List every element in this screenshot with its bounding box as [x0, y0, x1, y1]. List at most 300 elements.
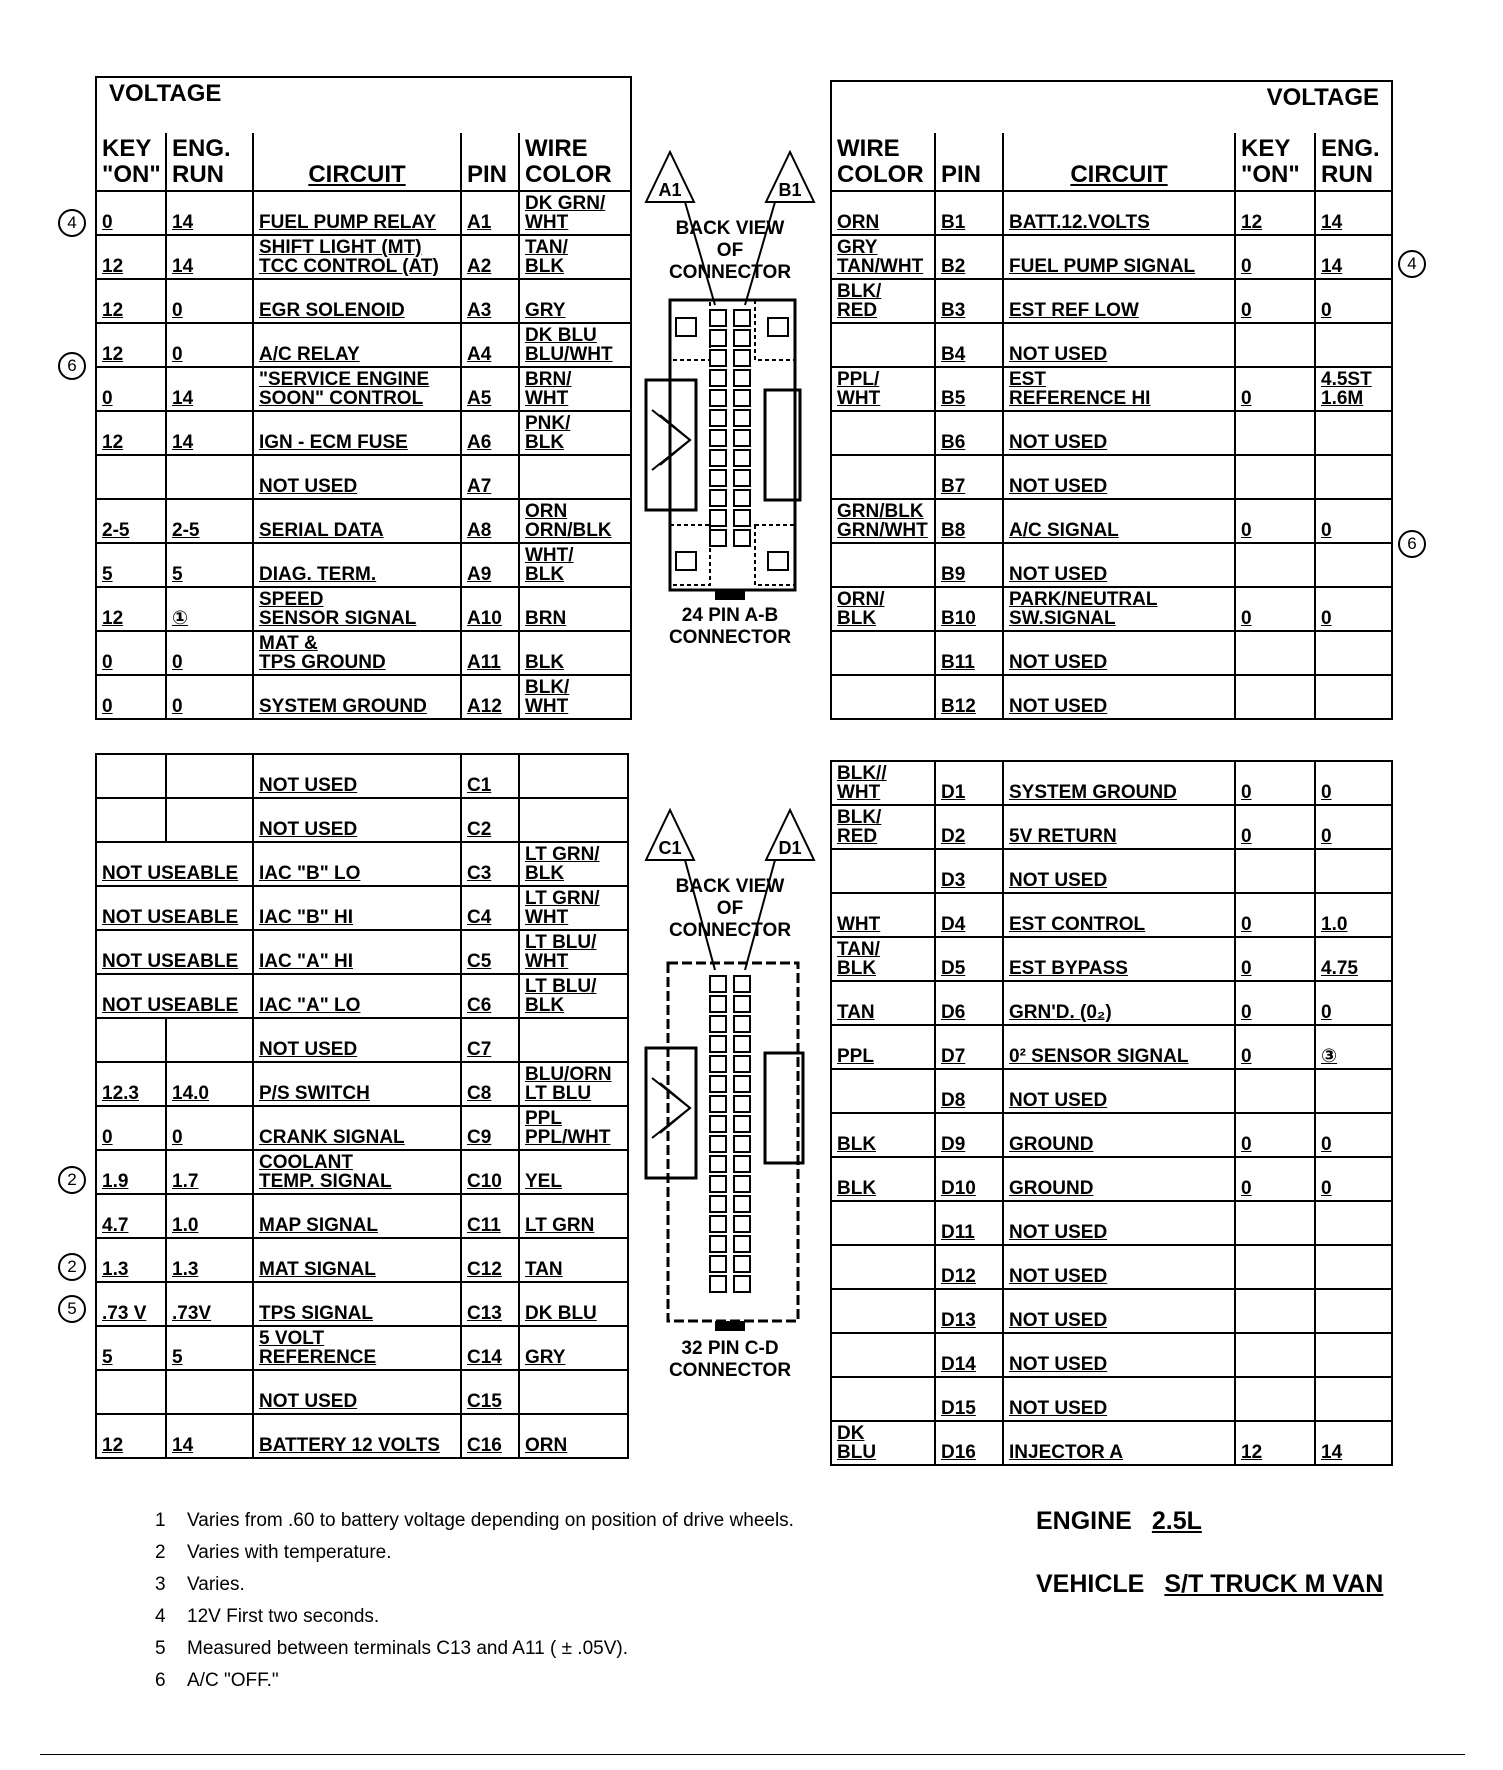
wire-color	[519, 499, 631, 543]
wire-color	[519, 1414, 628, 1458]
connector-pin	[710, 310, 726, 326]
connector-pin	[734, 430, 750, 446]
footnote-text: 12V First two seconds.	[187, 1606, 380, 1627]
wire-color-text: BLU/ORN LT BLU	[525, 1064, 612, 1104]
wire-color	[831, 1377, 935, 1421]
wire-color	[831, 543, 935, 587]
key-on-value-text: 0	[102, 696, 113, 717]
eng-run-value-text: 14	[172, 212, 194, 233]
key-on-value-text: 0	[1241, 914, 1252, 935]
eng-run-value	[166, 191, 253, 235]
connector-pin	[710, 976, 726, 992]
pin-id-text: D8	[941, 1090, 966, 1111]
pin-id	[935, 235, 1003, 279]
circuit-name-text: SERIAL DATA	[259, 520, 384, 541]
circuit-name	[1003, 805, 1235, 849]
table-row-a4	[96, 323, 631, 367]
pin-id	[461, 930, 519, 974]
wire-color-text: LT GRN	[525, 1215, 595, 1236]
key-on-value-text: NOT USEABLE	[102, 951, 239, 972]
note-marker-6-right: 6	[1398, 530, 1426, 558]
pin-id	[461, 754, 519, 798]
pin-id-text: C3	[467, 863, 492, 884]
eng-run-value-text: .73V	[172, 1303, 212, 1324]
key-on-value-text: 0	[1241, 1002, 1252, 1023]
circuit-name-text: NOT USED	[259, 1039, 358, 1060]
pin-id	[461, 1414, 519, 1458]
eng-run-value	[1315, 1333, 1392, 1377]
key-on-value-text: 0	[1241, 958, 1252, 979]
wire-color-text: LT GRN/ BLK	[525, 844, 600, 884]
pin-id	[935, 587, 1003, 631]
circuit-name	[253, 1194, 461, 1238]
connector-pin	[734, 1056, 750, 1072]
pin-id	[935, 499, 1003, 543]
triangle-b1-label: B1	[778, 180, 802, 200]
pin-id-text: D11	[941, 1222, 975, 1243]
pin-id	[935, 1421, 1003, 1465]
wire-color-text: BRN/ WHT	[525, 369, 572, 409]
key-on-value	[96, 886, 253, 930]
connector-pin	[734, 1156, 750, 1172]
eng-run-value	[166, 1018, 253, 1062]
pin-id	[461, 543, 519, 587]
wire-color	[519, 191, 631, 235]
key-on-value	[96, 842, 253, 886]
table-row-c7	[96, 1018, 628, 1062]
circuit-name	[1003, 235, 1235, 279]
key-on-value	[96, 1062, 166, 1106]
table-a-header-row	[96, 133, 631, 191]
circuit-name	[1003, 323, 1235, 367]
pin-id-text: C13	[467, 1303, 502, 1324]
wire-color-text: LT BLU/ WHT	[525, 932, 597, 972]
circuit-name	[1003, 1113, 1235, 1157]
circuit-header: CIRCUIT	[253, 133, 461, 191]
connector-pin	[734, 470, 750, 486]
pin-id	[935, 411, 1003, 455]
pin-id	[935, 761, 1003, 805]
eng-run-value	[1315, 1157, 1392, 1201]
wire-color-text: DK BLU BLU/WHT	[525, 325, 613, 365]
circuit-name	[1003, 1289, 1235, 1333]
wire-color	[519, 1326, 628, 1370]
pin-id	[461, 675, 519, 719]
circuit-name-text: NOT USED	[259, 819, 358, 840]
key-on-value	[96, 411, 166, 455]
connector-pin	[710, 1016, 726, 1032]
table-row-b4	[831, 323, 1392, 367]
pin-id	[935, 1377, 1003, 1421]
connector-cd-diagram	[640, 808, 820, 1388]
circuit-name	[1003, 981, 1235, 1025]
connector-ab-diagram	[640, 150, 820, 660]
bottom-rule	[40, 1754, 1465, 1755]
key-on-value-text: 0	[1241, 782, 1252, 803]
eng-run-value-text: 14	[1321, 212, 1343, 233]
key-on-value	[1235, 1421, 1315, 1465]
wire-color-text: DK BLU	[837, 1423, 877, 1463]
table-row-c14	[96, 1326, 628, 1370]
key-on-value	[1235, 893, 1315, 937]
note-marker-4-right: 4	[1398, 250, 1426, 278]
eng-run-value	[1315, 279, 1392, 323]
table-row-d2	[831, 805, 1392, 849]
circuit-name	[253, 1282, 461, 1326]
pin-id-text: A12	[467, 696, 502, 717]
key-on-value-text: NOT USEABLE	[102, 995, 239, 1016]
circuit-name-text: NOT USED	[1009, 564, 1108, 585]
footnote-number: 3	[155, 1574, 166, 1595]
circuit-name	[1003, 1157, 1235, 1201]
connector-pin	[734, 390, 750, 406]
table-row-a11	[96, 631, 631, 675]
circuit-name-text: SHIFT LIGHT (MT) TCC CONTROL (AT)	[259, 237, 439, 277]
circuit-name	[253, 1238, 461, 1282]
pin-id	[461, 1238, 519, 1282]
connector-pin	[710, 1256, 726, 1272]
circuit-name	[253, 754, 461, 798]
pin-id	[461, 1326, 519, 1370]
table-row-a7	[96, 455, 631, 499]
pin-id	[461, 279, 519, 323]
circuit-name-text: P/S SWITCH	[259, 1083, 370, 1104]
circuit-name	[1003, 1069, 1235, 1113]
wire-color	[831, 805, 935, 849]
connector-pin	[734, 1256, 750, 1272]
key-on-value	[1235, 981, 1315, 1025]
eng-run-value	[1315, 587, 1392, 631]
eng-run-value	[1315, 937, 1392, 981]
wire-color-header: WIRE COLOR	[831, 133, 935, 191]
pin-id-text: B11	[941, 652, 975, 673]
table-row-a2	[96, 235, 631, 279]
pin-id	[935, 805, 1003, 849]
pin-id-text: B1	[941, 212, 966, 233]
pin-id	[461, 1150, 519, 1194]
wire-color	[831, 1113, 935, 1157]
wire-color	[831, 849, 935, 893]
connector-pin	[734, 1216, 750, 1232]
pin-id	[935, 981, 1003, 1025]
circuit-name	[253, 1414, 461, 1458]
table-row-d3	[831, 849, 1392, 893]
connector-pin	[734, 330, 750, 346]
wire-color	[831, 981, 935, 1025]
key-on-value	[1235, 323, 1315, 367]
key-on-value	[96, 798, 166, 842]
circuit-name-text: A/C RELAY	[259, 344, 360, 365]
eng-run-value-text: 1.0	[1321, 914, 1348, 935]
eng-run-value-text: 0	[172, 344, 183, 365]
wire-color	[831, 1245, 935, 1289]
table-row-b2	[831, 235, 1392, 279]
pin-id	[935, 893, 1003, 937]
circuit-name-text: NOT USED	[259, 1391, 358, 1412]
pin-id	[935, 1069, 1003, 1113]
table-row-c2	[96, 798, 628, 842]
pin-id-text: B5	[941, 388, 966, 409]
key-on-value-text: 0	[102, 652, 113, 673]
pin-header: PIN	[935, 133, 1003, 191]
connector-pin	[710, 1236, 726, 1252]
connector-ab-name: 24 PIN A-B CONNECTOR	[668, 605, 792, 648]
wire-color-text: WHT	[837, 914, 881, 935]
circuit-name	[1003, 631, 1235, 675]
wire-color	[831, 279, 935, 323]
wire-color-text: BLK	[837, 1134, 877, 1155]
circuit-name-text: DIAG. TERM.	[259, 564, 377, 585]
pin-id	[461, 499, 519, 543]
key-on-value-text: 0	[102, 1127, 113, 1148]
circuit-name	[253, 1106, 461, 1150]
circuit-name-text: 0² SENSOR SIGNAL	[1009, 1046, 1189, 1067]
wire-color-text: GRN/BLK GRN/WHT	[837, 501, 928, 541]
wire-color	[519, 323, 631, 367]
pin-id	[935, 367, 1003, 411]
table-row-b12	[831, 675, 1392, 719]
wire-color	[831, 323, 935, 367]
pin-id-text: D13	[941, 1310, 976, 1331]
circuit-name-text: NOT USED	[1009, 696, 1108, 717]
pin-table-d	[830, 760, 1393, 1466]
circuit-name-text: IAC "A" HI	[259, 951, 354, 972]
circuit-name	[253, 235, 461, 279]
pin-id-text: D10	[941, 1178, 976, 1199]
pin-id-text: D9	[941, 1134, 966, 1155]
pin-id	[461, 798, 519, 842]
eng-run-value	[1315, 631, 1392, 675]
circuit-name-text: SYSTEM GROUND	[1009, 782, 1177, 803]
pin-id	[461, 411, 519, 455]
eng-run-value	[1315, 411, 1392, 455]
eng-run-value	[166, 754, 253, 798]
pin-id-text: D14	[941, 1354, 976, 1375]
circuit-name-text: NOT USED	[1009, 432, 1108, 453]
wire-color	[519, 798, 628, 842]
circuit-name-text: GRN'D. (0₂)	[1009, 1002, 1112, 1023]
connector-pin	[734, 530, 750, 546]
voltage-header: VOLTAGE	[96, 77, 631, 133]
pin-id-text: A8	[467, 520, 492, 541]
table-row-a6	[96, 411, 631, 455]
eng-run-value	[166, 1238, 253, 1282]
key-on-value-text: 2-5	[102, 520, 130, 541]
key-on-value-text: 0	[1241, 1178, 1252, 1199]
key-on-value-text: 0	[1241, 608, 1252, 629]
pin-id-text: C7	[467, 1039, 492, 1060]
wire-color	[831, 1201, 935, 1245]
key-on-value	[1235, 805, 1315, 849]
eng-run-value	[1315, 367, 1392, 411]
eng-run-value	[166, 543, 253, 587]
pin-id-text: D7	[941, 1046, 966, 1067]
circuit-name	[1003, 1333, 1235, 1377]
eng-run-value-text: 2-5	[172, 520, 200, 541]
key-on-value-text: 0	[1241, 256, 1252, 277]
wire-color-text: TAN/ BLK	[525, 237, 568, 277]
circuit-name-text: A/C SIGNAL	[1009, 520, 1119, 541]
key-on-value-text: 12.3	[102, 1083, 139, 1104]
circuit-name-text: IAC "B" HI	[259, 907, 354, 928]
eng-run-value	[1315, 499, 1392, 543]
wire-color	[519, 587, 631, 631]
connector-pin	[734, 410, 750, 426]
eng-run-value-text: 14	[172, 388, 194, 409]
circuit-name-text: TPS SIGNAL	[259, 1303, 374, 1324]
circuit-name	[253, 1150, 461, 1194]
pin-id-text: B2	[941, 256, 966, 277]
table-row-a5	[96, 367, 631, 411]
eng-run-value	[166, 1062, 253, 1106]
pin-table-a	[95, 76, 632, 720]
circuit-header: CIRCUIT	[1003, 133, 1235, 191]
table-row-d14	[831, 1333, 1392, 1377]
wire-color	[831, 937, 935, 981]
pin-id-text: C9	[467, 1127, 492, 1148]
connector-pin	[734, 450, 750, 466]
connector-pin	[710, 490, 726, 506]
key-on-value	[1235, 1025, 1315, 1069]
key-on-value	[1235, 631, 1315, 675]
circuit-name	[253, 1018, 461, 1062]
connector-cd-view-label: BACK VIEW OF CONNECTOR	[668, 876, 792, 941]
wire-color	[519, 886, 628, 930]
key-on-value	[1235, 1113, 1315, 1157]
circuit-name-text: MAT SIGNAL	[259, 1259, 376, 1280]
connector-pin	[734, 976, 750, 992]
wire-color	[831, 893, 935, 937]
table-row-a3	[96, 279, 631, 323]
key-on-value-text: 1.3	[102, 1259, 129, 1280]
eng-run-value	[1315, 805, 1392, 849]
eng-run-value	[166, 411, 253, 455]
pin-table-b	[830, 80, 1393, 720]
wire-color-text: ORN/ BLK	[837, 589, 885, 629]
circuit-name	[253, 1370, 461, 1414]
eng-run-value-text: 14	[172, 256, 194, 277]
pin-id-text: D12	[941, 1266, 976, 1287]
circuit-name-text: IGN - ECM FUSE	[259, 432, 408, 453]
connector-pin	[710, 350, 726, 366]
footnote-item	[155, 1505, 794, 1537]
pin-id	[935, 1245, 1003, 1289]
key-on-value-text: 0	[1241, 1046, 1252, 1067]
table-row-c4	[96, 886, 628, 930]
eng-run-value	[166, 631, 253, 675]
pin-id	[461, 455, 519, 499]
eng-run-value	[166, 323, 253, 367]
wire-color	[519, 1106, 628, 1150]
pin-id-text: D15	[941, 1398, 976, 1419]
circuit-name	[1003, 937, 1235, 981]
key-on-value	[1235, 1069, 1315, 1113]
connector-pin	[710, 470, 726, 486]
pin-id-text: C5	[467, 951, 492, 972]
pin-id	[935, 1025, 1003, 1069]
pin-header: PIN	[461, 133, 519, 191]
eng-run-value	[166, 1414, 253, 1458]
eng-run-value-text: 0	[1321, 520, 1332, 541]
pin-id-text: D6	[941, 1002, 966, 1023]
key-on-value	[96, 191, 166, 235]
circuit-name	[253, 411, 461, 455]
key-on-value	[1235, 937, 1315, 981]
key-on-value-text: 12	[102, 1435, 124, 1456]
circuit-name-text: "SERVICE ENGINE SOON" CONTROL	[259, 369, 430, 409]
wire-color	[519, 279, 631, 323]
connector-pin	[734, 1036, 750, 1052]
pin-id-text: A9	[467, 564, 492, 585]
wire-color	[519, 543, 631, 587]
wire-color-text: LT BLU/ BLK	[525, 976, 597, 1016]
wire-color-text: BLK	[525, 652, 565, 673]
eng-run-value	[1315, 323, 1392, 367]
key-on-value	[1235, 1201, 1315, 1245]
connector-pin	[710, 1116, 726, 1132]
wire-color-text: TAN	[837, 1002, 875, 1023]
eng-run-value	[166, 1326, 253, 1370]
key-on-value-text: 0	[102, 212, 113, 233]
table-row-d8	[831, 1069, 1392, 1113]
wire-color	[831, 587, 935, 631]
key-on-value-text: 5	[102, 1347, 113, 1368]
pin-id-text: C12	[467, 1259, 502, 1280]
pin-id	[935, 1201, 1003, 1245]
key-on-value	[96, 279, 166, 323]
pin-id-text: C10	[467, 1171, 502, 1192]
wire-color	[831, 191, 935, 235]
connector-pin	[734, 1016, 750, 1032]
key-on-value	[96, 323, 166, 367]
wire-color-text: PNK/ BLK	[525, 413, 571, 453]
key-on-value	[96, 455, 166, 499]
footnote-item	[155, 1569, 794, 1601]
table-row-a8	[96, 499, 631, 543]
eng-run-value-text: 0	[1321, 300, 1332, 321]
vehicle-label: VEHICLE	[1036, 1570, 1145, 1598]
table-row-b10	[831, 587, 1392, 631]
key-on-value	[1235, 235, 1315, 279]
table-row-b11	[831, 631, 1392, 675]
wire-color-text: ORN ORN/BLK	[525, 501, 612, 541]
table-row-d15	[831, 1377, 1392, 1421]
table-row-d6	[831, 981, 1392, 1025]
wire-color	[831, 499, 935, 543]
circuit-name	[1003, 191, 1235, 235]
pin-id	[461, 1194, 519, 1238]
eng-run-value-text: 14.0	[172, 1083, 209, 1104]
key-on-value	[1235, 1157, 1315, 1201]
pin-id-text: D5	[941, 958, 966, 979]
pin-id-text: A3	[467, 300, 492, 321]
pin-id-text: C4	[467, 907, 492, 928]
key-on-value	[1235, 455, 1315, 499]
circuit-name	[1003, 587, 1235, 631]
vehicle-spec	[1036, 1570, 1424, 1599]
note-marker-6-left: 6	[58, 352, 86, 380]
wire-color	[519, 1370, 628, 1414]
table-row-a1	[96, 191, 631, 235]
table-row-c6	[96, 974, 628, 1018]
eng-run-value	[1315, 455, 1392, 499]
note-marker-5-c13: 5	[58, 1295, 86, 1323]
pin-id-text: A5	[467, 388, 492, 409]
circuit-name-text: NOT USED	[1009, 476, 1108, 497]
pin-id	[461, 1370, 519, 1414]
circuit-name	[1003, 367, 1235, 411]
connector-pin	[710, 530, 726, 546]
